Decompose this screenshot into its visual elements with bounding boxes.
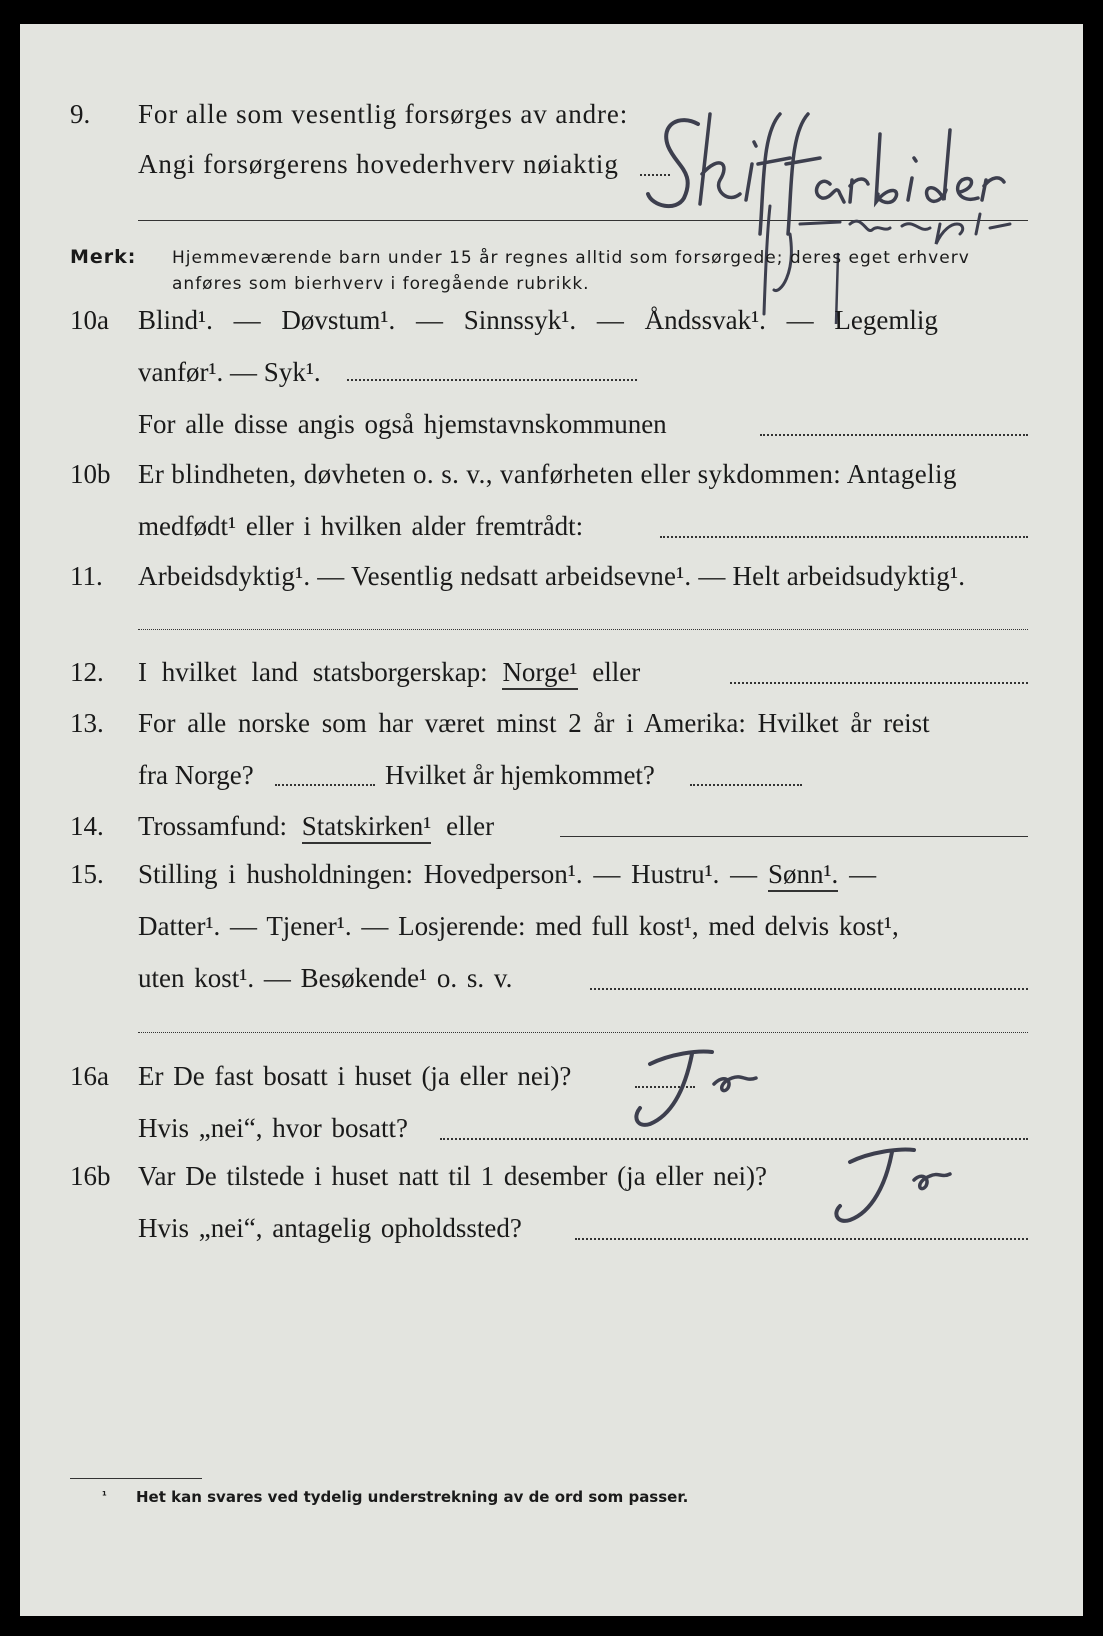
question-13-line1: For alle norske som har været minst 2 år i Amerika: Hvilket år reist	[138, 708, 930, 738]
answer-line	[690, 784, 802, 786]
footnote-mark: ¹	[102, 1489, 107, 1502]
handwritten-answer-ja	[810, 1144, 960, 1234]
question-10b-number: 10b	[70, 459, 111, 489]
question-15-number: 15.	[70, 859, 104, 889]
question-16a-number: 16a	[70, 1061, 109, 1091]
answer-line	[590, 988, 1028, 990]
question-15-line1a: Stilling i husholdningen: Hovedperson¹. — Hustru¹. —	[138, 859, 758, 889]
question-10a-line3: For alle disse angis også hjemstavnskommunen	[138, 409, 667, 439]
question-15-line1c: —	[849, 859, 877, 889]
question-11-line1: Arbeidsdyktig¹. — Vesentlig nedsatt arbeidsevne¹. — Helt arbeidsudyktig¹.	[138, 561, 966, 591]
question-12-underlined: Norge¹	[502, 657, 577, 690]
question-12-suffix: eller	[592, 657, 641, 687]
question-12-number: 12.	[70, 657, 104, 687]
answer-line	[347, 379, 637, 381]
answer-line	[575, 1238, 1028, 1240]
question-14-underlined: Statskirken¹	[302, 811, 432, 844]
question-15-underlined: Sønn¹.	[768, 859, 838, 892]
question-9-line2: Angi forsørgerens hovederhverv nøiaktig	[138, 149, 619, 179]
question-16a-line2: Hvis „nei“, hvor bosatt?	[138, 1113, 408, 1143]
question-13-line2a: fra Norge?	[138, 760, 254, 790]
answer-line	[275, 784, 375, 786]
answer-line	[138, 629, 1028, 630]
merk-label: Merk:	[70, 246, 137, 268]
question-16a-line1: Er De fast bosatt i huset (ja eller nei)?	[138, 1061, 572, 1091]
handwritten-answer-skifferarbeider	[640, 94, 1040, 324]
question-14-prefix: Trossamfund:	[138, 811, 288, 841]
question-16b-line1: Var De tilstede i huset natt til 1 desember (ja eller nei)?	[138, 1161, 768, 1191]
answer-line	[760, 434, 1028, 436]
question-10a-line2: vanfør¹. — Syk¹.	[138, 357, 321, 387]
answer-line	[660, 536, 1028, 538]
merk-line2: anføres som bierhverv i foregående rubrikk.	[172, 274, 590, 294]
question-9-number: 9.	[70, 99, 91, 129]
question-10a-number: 10a	[70, 305, 109, 335]
question-9-line1: For alle som vesentlig forsørges av andre:	[138, 99, 629, 129]
question-10b-line1: Er blindheten, døvheten o. s. v., vanførheten eller sykdommen: Antagelig	[138, 459, 957, 489]
question-15-line3: uten kost¹. — Besøkende¹ o. s. v.	[138, 963, 513, 993]
question-10b-line2: medfødt¹ eller i hvilken alder fremtrådt:	[138, 511, 584, 541]
answer-line	[138, 1032, 1028, 1033]
question-14-number: 14.	[70, 811, 104, 841]
question-13-line2b: Hvilket år hjemkommet?	[385, 760, 655, 790]
handwritten-answer-ja	[620, 1044, 770, 1134]
question-16b-number: 16b	[70, 1161, 111, 1191]
question-15-line1	[138, 858, 876, 890]
question-13-number: 13.	[70, 708, 104, 738]
question-12-prefix: I hvilket land statsborgerskap:	[138, 657, 488, 687]
question-14-text	[138, 810, 494, 842]
merk-line1: Hjemmeværende barn under 15 år regnes alltid som forsørgede; deres eget erhverv	[172, 248, 970, 268]
answer-line	[730, 682, 1028, 684]
question-14-suffix: eller	[446, 811, 495, 841]
footnote-separator	[70, 1478, 202, 1479]
question-15-line2: Datter¹. — Tjener¹. — Losjerende: med full kost¹, med delvis kost¹,	[138, 911, 899, 941]
answer-line	[560, 836, 1028, 837]
question-12-text	[138, 656, 640, 688]
question-10a-line1: Blind¹. — Døvstum¹. — Sinnssyk¹. — Åndssvak¹. — Legemlig	[138, 305, 938, 335]
footnote-text: Het kan svares ved tydelig understrekning av de ord som passer.	[136, 1488, 689, 1506]
census-form-page	[20, 24, 1083, 1616]
answer-line	[440, 1138, 1028, 1140]
question-11-number: 11.	[70, 561, 103, 591]
question-16b-line2: Hvis „nei“, antagelig opholdssted?	[138, 1213, 522, 1243]
